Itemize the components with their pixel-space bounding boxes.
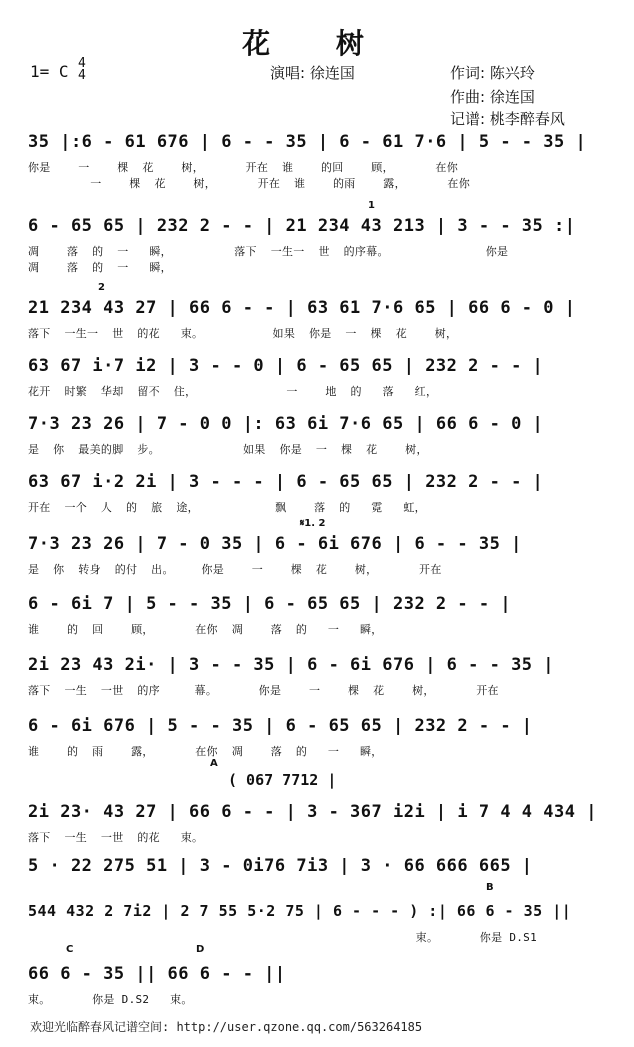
- lyric-verse-2: 一 棵 花 树， 开在 谁 的雨 露， 在你: [28, 177, 471, 190]
- lyric: 花开 时繁 华却 留不 住， 一 地 的 落 红，: [28, 385, 438, 398]
- score-line-11: [28, 802, 606, 862]
- lyric: 谁 的 雨 露， 在你 凋 落 的 一 瞬，: [28, 745, 383, 758]
- lyric: 是 你 最美的脚 步。 如果 你是 一 棵 花 树，: [28, 443, 428, 456]
- time-signature: [78, 58, 86, 82]
- lyric: 你是 一 棵 花 树， 开在 谁 的回 顾， 在你: [28, 161, 459, 174]
- intro-notes: ( 067 7712 |: [228, 771, 337, 789]
- notes: 5 · 22 275 51 | 3 - 0i76 7i3 | 3 · 66 666 665 |: [28, 856, 533, 876]
- transcriber-credit: 记谱: 桃李醉春风: [450, 110, 565, 128]
- notes: 63 67 i·7 i2 | 3 - - 0 | 6 - 65 65 | 232 2 - - |: [28, 356, 544, 376]
- composer-credit: 作曲: 徐连国: [450, 88, 535, 106]
- notes: 35 |:6 - 61 676 | 6 - - 35 | 6 - 61 7·6 | 5 - - 35 |: [28, 132, 587, 152]
- notes: 2i 23 43 2i· | 3 - - 35 | 6 - 6i 676 | 6 - - 35 |: [28, 655, 555, 675]
- lyric: 谁 的 回 顾， 在你 凋 落 的 一 瞬，: [28, 623, 383, 636]
- key-signature: 1= C: [30, 62, 69, 81]
- footer-note: 欢迎光临醉春风记谱空间: http://user.qzone.qq.com/563264185: [30, 1020, 423, 1034]
- notes: 21 234 43 27 | 66 6 - - | 63 61 7·6 65 | 66 6 - 0 |: [28, 298, 576, 318]
- score-line-10: [28, 716, 606, 776]
- lyric: 开在 一个 人 的 旅 途， 飘 落 的 霓 虹，: [28, 501, 426, 514]
- notes: 7·3 23 26 | 7 - 0 35 | 6 - 6i 676 | 6 - - 35 |: [28, 534, 522, 554]
- segno-mark: 𝄋1. 2: [300, 518, 326, 529]
- lyric: 凋 落 的 一 瞬， 落下 一生一 世 的序幕。 你是: [28, 245, 509, 258]
- score-line-9: [28, 655, 606, 715]
- score-line-7: [28, 518, 606, 594]
- section-d-mark: D: [196, 944, 205, 955]
- lyric: 落下 一生 一世 的花 束。: [28, 831, 204, 844]
- score-line-13: [28, 882, 606, 962]
- score-line-4: [28, 356, 606, 416]
- section-b-mark: B: [486, 882, 494, 893]
- lyric: 束。 你是 D.S1: [28, 931, 538, 944]
- score-line-8: [28, 594, 606, 654]
- lyricist-credit: 作词: 陈兴玲: [450, 64, 535, 82]
- score-line-2: [28, 200, 606, 276]
- lyric: 束。 你是 D.S2 束。: [28, 993, 193, 1006]
- ending-1-mark: 1: [368, 200, 375, 211]
- lyric: 是 你 转身 的付 出。 你是 一 棵 花 树， 开在: [28, 563, 442, 576]
- notes: 63 67 i·2 2i | 3 - - - | 6 - 65 65 | 232 2 - - |: [28, 472, 544, 492]
- ending-2-mark: 2: [98, 282, 105, 293]
- meter-bottom: 4: [78, 68, 86, 83]
- notes: 66 6 - 35 || 66 6 - - ||: [28, 964, 286, 984]
- notes: 6 - 6i 676 | 5 - - 35 | 6 - 65 65 | 232 2 - - |: [28, 716, 533, 736]
- notes: 544 432 2 7i2 | 2 7 55 5·2 75 | 6 - - - ) :| 66 6 - 35 ||: [28, 902, 572, 920]
- lyric-verse-2: 凋 落 的 一 瞬，: [28, 261, 172, 274]
- notes: 7·3 23 26 | 7 - 0 0 |: 63 6i 7·6 65 | 66 6 - 0 |: [28, 414, 544, 434]
- score-line-3: [28, 282, 606, 358]
- singer-credit: 演唱: 徐连国: [270, 64, 355, 82]
- lyric: 落下 一生一 世 的花 束。 如果 你是 一 棵 花 树，: [28, 327, 458, 340]
- lyric: 落下 一生 一世 的序 幕。 你是 一 棵 花 树， 开在: [28, 684, 499, 697]
- notes: 6 - 65 65 | 232 2 - - | 21 234 43 213 | 3 - - 35 :|: [28, 216, 576, 236]
- score-line-1: [28, 132, 606, 192]
- notes: 6 - 6i 7 | 5 - - 35 | 6 - 65 65 | 232 2 - - |: [28, 594, 512, 614]
- section-c-mark: C: [66, 944, 74, 955]
- section-a-mark: A: [210, 758, 218, 769]
- notes: 2i 23· 43 27 | 66 6 - - | 3 - 367 i2i | i 7 4 4 434 |: [28, 802, 597, 822]
- score-line-14: [28, 944, 606, 1024]
- score-line-5: [28, 414, 606, 474]
- meter-top: 4: [78, 56, 86, 71]
- song-title: 花 树: [242, 27, 392, 60]
